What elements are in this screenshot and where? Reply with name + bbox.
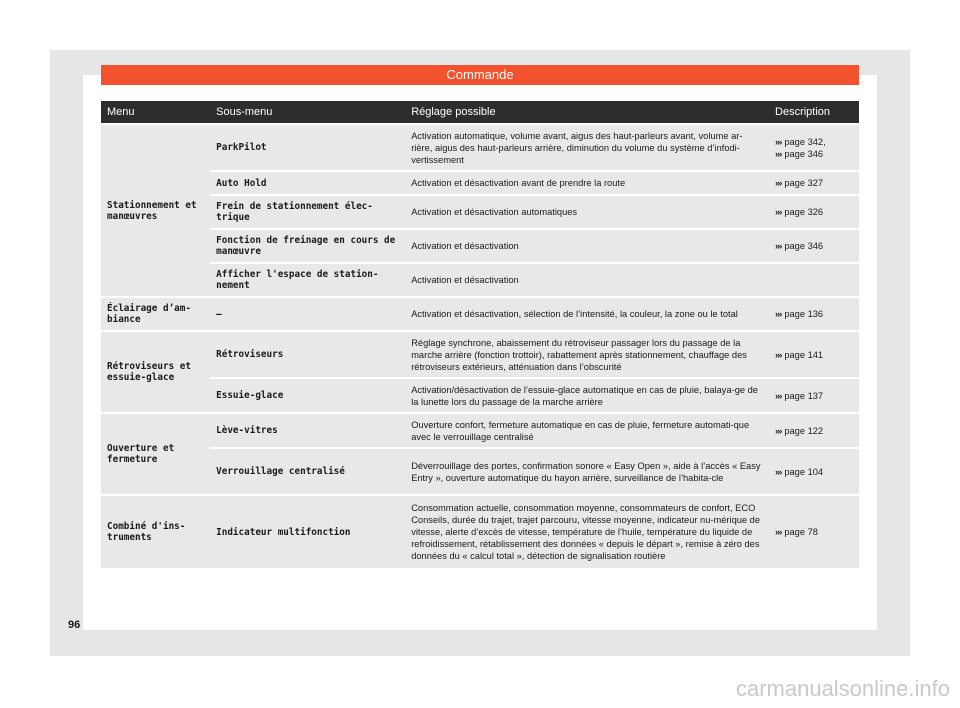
description-cell bbox=[769, 264, 859, 296]
page-link[interactable] bbox=[775, 241, 823, 251]
submenu-cell: Afficher l'espace de station-nement bbox=[210, 264, 405, 296]
description-cell bbox=[769, 379, 859, 412]
setting-cell: Activation et désactivation bbox=[405, 230, 769, 262]
submenu-cell: – bbox=[210, 298, 405, 330]
setting-cell: Ouverture confort, fermeture automatique en cas de pluie, fermeture automati-que avec le verrouillage centralisé bbox=[405, 414, 769, 447]
page-number: 96 bbox=[68, 619, 81, 631]
page-link[interactable] bbox=[775, 391, 823, 401]
submenu-cell: ParkPilot bbox=[210, 125, 405, 170]
page-ref: page 122 bbox=[784, 425, 824, 436]
page-link[interactable] bbox=[775, 148, 853, 160]
page-link[interactable] bbox=[775, 467, 823, 477]
arrow-icon: ››› bbox=[775, 390, 782, 401]
submenu-cell: Lève-vitres bbox=[210, 414, 405, 447]
submenu-cell: Indicateur multifonction bbox=[210, 496, 405, 568]
submenu-cell: Essuie-glace bbox=[210, 379, 405, 412]
page-link[interactable] bbox=[775, 426, 823, 436]
page-link[interactable] bbox=[775, 527, 818, 537]
menu-cell: Stationnement et manœuvres bbox=[101, 125, 210, 296]
arrow-icon: ››› bbox=[775, 527, 782, 537]
submenu-cell: Fonction de freinage en cours de manœuvre bbox=[210, 230, 405, 262]
setting-cell: Activation/désactivation de l’essuie-glace automatique en cas de pluie, balaya-ge de la lunette lors du passage de la marche arrière bbox=[405, 379, 769, 412]
table-row bbox=[101, 196, 859, 228]
table-row bbox=[101, 496, 859, 568]
page-ref: page 326 bbox=[784, 207, 824, 217]
page-link[interactable] bbox=[775, 309, 823, 319]
page-ref: page 141 bbox=[784, 349, 824, 360]
header-description: Description bbox=[769, 101, 859, 123]
page-link[interactable] bbox=[775, 207, 823, 217]
page-ref: page 327 bbox=[784, 178, 824, 188]
page-link[interactable] bbox=[775, 136, 853, 148]
submenu-cell: Auto Hold bbox=[210, 172, 405, 194]
description-cell bbox=[769, 125, 859, 170]
page-ref: page 342, bbox=[784, 136, 826, 147]
description-cell bbox=[769, 449, 859, 494]
description-cell bbox=[769, 298, 859, 330]
submenu-cell: Rétroviseurs bbox=[210, 332, 405, 377]
setting-cell: Réglage synchrone, abaissement du rétroviseur passager lors du passage de la marche arrière (fonction trottoir), rabattement après stationnement, chauffage des rétroviseurs extérieurs, atténuation dans l’obscurité bbox=[405, 332, 769, 377]
page-link[interactable] bbox=[775, 178, 823, 188]
description-cell bbox=[769, 414, 859, 447]
arrow-icon: ››› bbox=[775, 309, 782, 319]
arrow-icon: ››› bbox=[775, 178, 782, 188]
setting-cell: Activation et désactivation automatiques bbox=[405, 196, 769, 228]
page-ref: page 136 bbox=[784, 309, 824, 319]
table-row bbox=[101, 449, 859, 494]
header-setting: Réglage possible bbox=[405, 101, 769, 123]
arrow-icon: ››› bbox=[775, 148, 782, 159]
description-cell bbox=[769, 496, 859, 568]
table-row bbox=[101, 264, 859, 296]
submenu-cell: Frein de stationnement élec-trique bbox=[210, 196, 405, 228]
setting-cell: Déverrouillage des portes, confirmation sonore « Easy Open », aide à l’accès « Easy Entry », ouverture automatique du hayon arrière, surveillance de l’habita-cle bbox=[405, 449, 769, 494]
setting-cell: Activation et désactivation bbox=[405, 264, 769, 296]
menu-cell: Ouverture et fermeture bbox=[101, 414, 210, 494]
submenu-cell: Verrouillage centralisé bbox=[210, 449, 405, 494]
table-row bbox=[101, 298, 859, 330]
table-row bbox=[101, 230, 859, 262]
table-row bbox=[101, 414, 859, 447]
table-row bbox=[101, 332, 859, 377]
table-row bbox=[101, 172, 859, 194]
table-row bbox=[101, 379, 859, 412]
arrow-icon: ››› bbox=[775, 136, 782, 147]
watermark: carmanualsonline.info bbox=[735, 676, 950, 701]
arrow-icon: ››› bbox=[775, 349, 782, 360]
arrow-icon: ››› bbox=[775, 241, 782, 251]
arrow-icon: ››› bbox=[775, 466, 782, 477]
page-ref: page 346 bbox=[784, 241, 824, 251]
menu-cell: Combiné d'ins-truments bbox=[101, 496, 210, 568]
page-ref: page 346 bbox=[784, 148, 824, 159]
page-ref: page 137 bbox=[784, 390, 824, 401]
menu-cell: Rétroviseurs et essuie-glace bbox=[101, 332, 210, 412]
description-cell bbox=[769, 172, 859, 194]
section-title-banner: Commande bbox=[101, 65, 859, 85]
setting-cell: Activation et désactivation avant de prendre la route bbox=[405, 172, 769, 194]
setting-cell: Activation automatique, volume avant, aigus des haut-parleurs avant, volume ar-rière, aigus des haut-parleurs arrière, diminution du volume du système d’infodi-vertissement bbox=[405, 125, 769, 170]
table-header-row bbox=[101, 101, 859, 123]
page-link[interactable] bbox=[775, 350, 823, 360]
settings-table bbox=[101, 99, 859, 570]
page-ref: page 104 bbox=[784, 466, 824, 477]
description-cell bbox=[769, 230, 859, 262]
arrow-icon: ››› bbox=[775, 207, 782, 217]
setting-cell: Activation et désactivation, sélection de l’intensité, la couleur, la zone ou le total bbox=[405, 298, 769, 330]
description-cell bbox=[769, 196, 859, 228]
menu-cell: Éclairage d’am-biance bbox=[101, 298, 210, 330]
table-row bbox=[101, 125, 859, 170]
header-submenu: Sous-menu bbox=[210, 101, 405, 123]
description-cell bbox=[769, 332, 859, 377]
arrow-icon: ››› bbox=[775, 425, 782, 436]
header-menu: Menu bbox=[101, 101, 210, 123]
page-ref: page 78 bbox=[784, 527, 818, 537]
setting-cell: Consommation actuelle, consommation moyenne, consommateurs de confort, ECO Conseils, durée du trajet, trajet parcouru, vitesse moyenne, indicateur nu-mérique de vitesse, alerte d’excès de vitesse, température de l’huile, température du liquide de refroidissement, rétablissement des données « depuis le départ », remise à zéro des données du « calcul total », détection de signalisation routière bbox=[405, 496, 769, 568]
